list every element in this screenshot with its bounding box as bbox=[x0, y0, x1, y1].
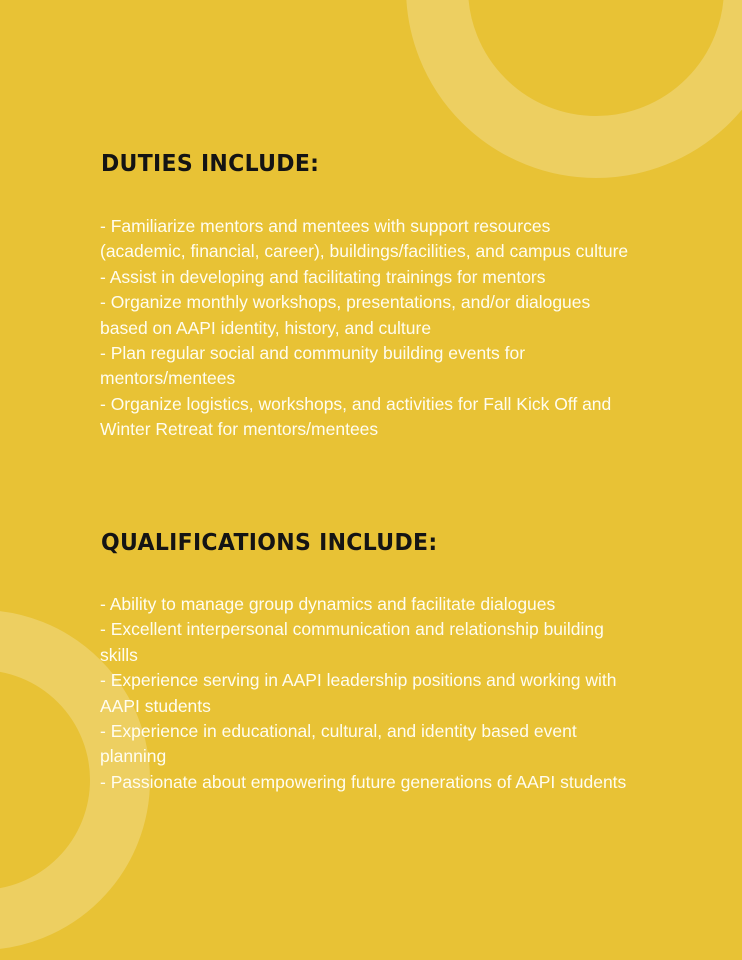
duty-item: - Organize logistics, workshops, and activities for Fall Kick Off and Winter Retreat for mentors/mentees bbox=[100, 393, 612, 440]
duties-heading: DUTIES INCLUDE: bbox=[101, 151, 320, 178]
qualifications-list bbox=[100, 592, 630, 795]
duty-item: - Assist in developing and facilitating trainings for mentors bbox=[100, 266, 546, 287]
qualification-item: - Experience in educational, cultural, and identity based event planning bbox=[100, 721, 577, 767]
qualification-item: - Experience serving in AAPI leadership positions and working with AAPI students bbox=[100, 670, 617, 716]
qualification-item: - Ability to manage group dynamics and facilitate dialogues bbox=[100, 594, 556, 614]
duty-item: - Familiarize mentors and mentees with support resources (academic, financial, career), buildings/facilities, and campus culture bbox=[100, 216, 629, 262]
qualifications-heading: QUALIFICATIONS INCLUDE: bbox=[101, 530, 438, 557]
qualification-item: - Excellent interpersonal communication and relationship building skills bbox=[100, 619, 604, 665]
qualification-item: - Passionate about empowering future generations of AAPI students bbox=[100, 771, 627, 792]
duty-item: - Organize monthly workshops, presentations, and/or dialogues based on AAPI identity, history, and culture bbox=[100, 292, 591, 338]
duty-item: - Plan regular social and community building events for mentors/mentees bbox=[100, 343, 526, 389]
duties-list bbox=[100, 214, 630, 443]
decorative-ring-top bbox=[406, 0, 742, 178]
